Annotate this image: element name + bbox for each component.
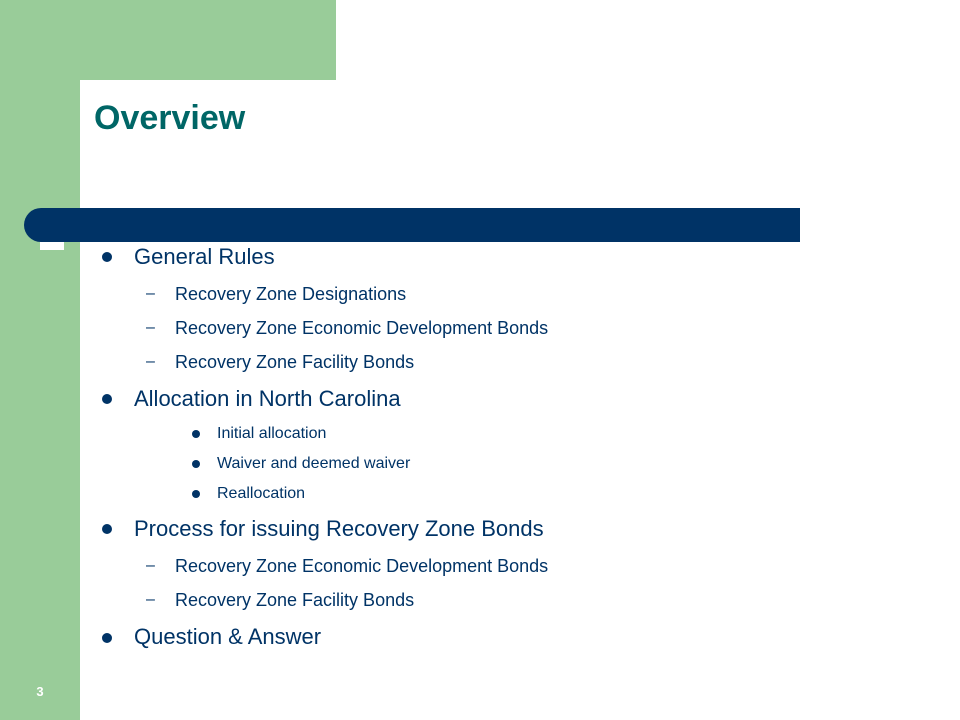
outline-item-allocation: Allocation in North Carolina	[134, 386, 401, 411]
outline-item-process: Process for issuing Recovery Zone Bonds	[134, 516, 544, 541]
slide-title: Overview	[94, 99, 246, 137]
dash-bullet-icon: –	[146, 591, 155, 608]
outline-item-reallocation: Reallocation	[217, 485, 306, 502]
outline-item-initial-allocation: Initial allocation	[217, 425, 327, 442]
bullet-dot-icon	[192, 430, 200, 438]
outline-item-process-economic-development-bonds: Recovery Zone Economic Development Bonds	[175, 556, 549, 576]
outline-item-designations: Recovery Zone Designations	[175, 284, 407, 304]
outline-item-economic-development-bonds: Recovery Zone Economic Development Bonds	[175, 318, 549, 338]
bullet-dot-icon	[192, 460, 200, 468]
dash-bullet-icon: –	[146, 319, 155, 336]
dash-bullet-icon: –	[146, 557, 155, 574]
outline-item-general-rules: General Rules	[134, 244, 275, 269]
bullet-dot-icon	[102, 394, 112, 404]
outline-item-facility-bonds: Recovery Zone Facility Bonds	[175, 352, 415, 372]
bullet-dot-icon	[102, 252, 112, 262]
dash-bullet-icon: –	[146, 353, 155, 370]
outline-item-process-facility-bonds: Recovery Zone Facility Bonds	[175, 590, 415, 610]
dash-bullet-icon: –	[146, 285, 155, 302]
bullet-dot-icon	[102, 524, 112, 534]
slide-number: 3	[36, 684, 44, 699]
bullet-dot-icon	[102, 633, 112, 643]
outline-item-question-answer: Question & Answer	[134, 624, 322, 649]
bullet-dot-icon	[192, 490, 200, 498]
outline-item-waiver: Waiver and deemed waiver	[217, 455, 411, 472]
